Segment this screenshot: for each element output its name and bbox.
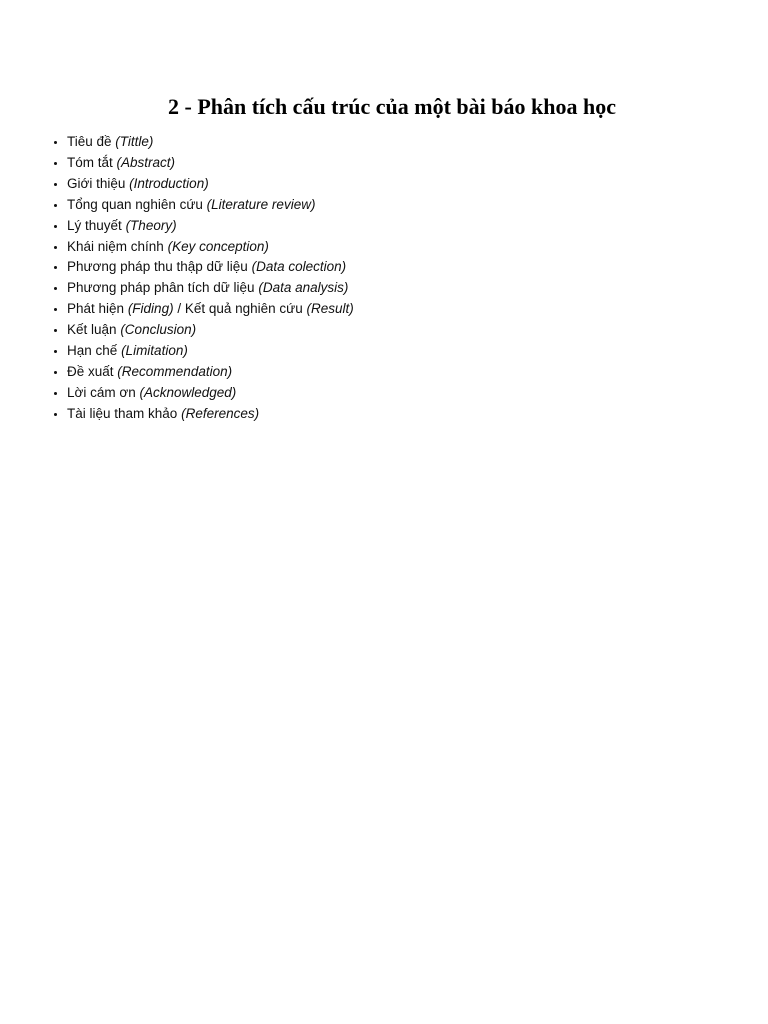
list-item — [67, 132, 354, 153]
item-en-label: (Data colection) — [251, 259, 347, 275]
item-en-label: (Key conception) — [167, 238, 269, 254]
item-en-label: (Limitation) — [121, 343, 188, 359]
item-en-label: (Data analysis) — [258, 280, 349, 296]
list-item — [67, 299, 354, 320]
item-vi-label: Giới thiệu — [67, 175, 126, 191]
item-vi-label: Khái niệm chính — [67, 238, 164, 254]
item-en-label: (Tittle) — [115, 134, 154, 149]
item-en-label: (Fiding) — [127, 301, 174, 317]
list-item — [67, 320, 354, 341]
list-item — [67, 362, 354, 383]
list-item — [67, 153, 354, 174]
item-en-label: (References) — [181, 405, 260, 421]
item-en-label: (Theory) — [125, 217, 177, 233]
item-en-label: (Conclusion) — [120, 322, 197, 338]
item-vi-label: Tổng quan nghiên cứu — [67, 196, 203, 212]
item-vi-label: Kết luận — [67, 322, 117, 338]
page-title: 2 - Phân tích cấu trúc của một bài báo khoa học — [168, 94, 616, 119]
item-vi-label-secondary: / Kết quả nghiên cứu — [173, 301, 303, 317]
list-item — [67, 404, 354, 425]
list-item — [67, 195, 354, 216]
item-vi-label: Phát hiện — [67, 301, 125, 317]
item-vi-label: Tóm tắt — [67, 154, 113, 170]
list-item — [67, 237, 354, 258]
item-vi-label: Đề xuất — [67, 363, 114, 379]
item-en-label: (Abstract) — [116, 154, 176, 170]
item-vi-label: Phương pháp phân tích dữ liệu — [67, 280, 255, 296]
item-vi-label: Phương pháp thu thập dữ liệu — [67, 259, 248, 275]
structure-list — [48, 132, 354, 425]
list-item — [67, 278, 354, 299]
item-vi-label: Tài liệu tham khảo — [67, 405, 178, 421]
list-item — [67, 174, 354, 195]
item-vi-label: Tiêu đề — [67, 134, 112, 149]
list-item — [67, 341, 354, 362]
item-en-label-secondary: (Result) — [306, 301, 354, 317]
item-vi-label: Hạn chế — [67, 343, 118, 359]
item-en-label: (Literature review) — [206, 196, 316, 212]
list-item — [67, 257, 354, 278]
list-item — [67, 383, 354, 404]
item-en-label: (Acknowledged) — [139, 384, 237, 400]
item-vi-label: Lý thuyết — [67, 217, 122, 233]
list-item — [67, 216, 354, 237]
item-en-label: (Introduction) — [129, 175, 209, 191]
item-vi-label: Lời cám ơn — [67, 384, 136, 400]
item-en-label: (Recommendation) — [117, 363, 233, 379]
